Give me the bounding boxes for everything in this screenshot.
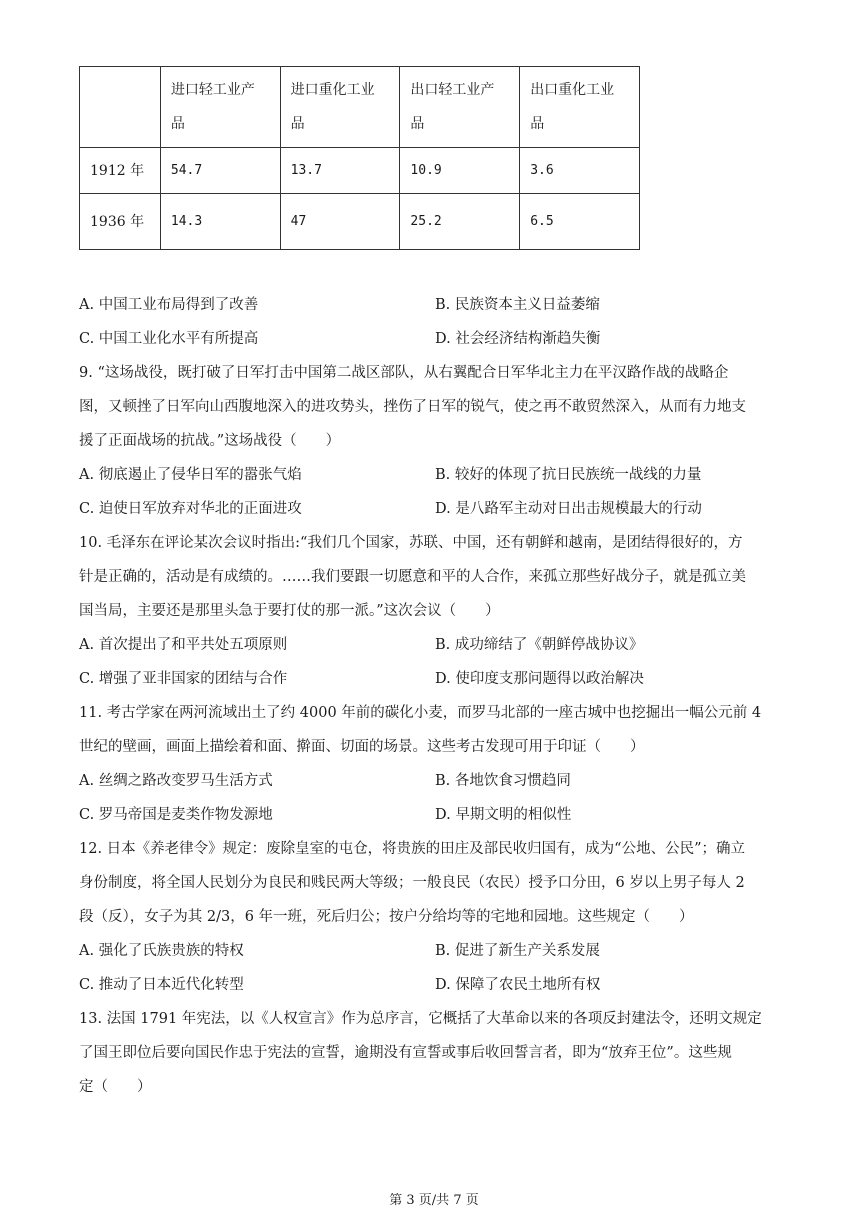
table-cell: 13.7 [280,148,400,194]
header-line: 品 [530,116,545,132]
header-line: 品 [290,116,305,132]
option-d: D. 保障了农民土地所有权 [435,977,601,993]
option-a: A. 首次提出了和平共处五项原则 [79,637,288,653]
header-line: 出口轻工业产 [410,82,495,98]
table-cell-year: 1912 年 [80,148,161,194]
options-row [79,628,791,662]
question-12 [79,832,791,934]
data-table [79,66,640,250]
table-header-cell [280,67,400,148]
table-cell: 47 [280,194,400,250]
option-c: C. 罗马帝国是麦类作物发源地 [79,807,273,823]
question-text-line: 定（ ） [79,1079,152,1095]
option-b: B. 促进了新生产关系发展 [435,943,600,959]
table-header-cell [160,67,280,148]
header-line: 出口重化工业 [530,82,615,98]
question-text-line: 11. 考古学家在两河流域出土了约 4000 年前的碳化小麦，而罗马北部的一座古城中也挖掘出一幅公元前 4 [79,705,762,721]
question-text-line: 世纪的壁画，画面上描绘着和面、擀面、切面的场景。这些考古发现可用于印证（ ） [79,739,645,755]
header-line: 进口轻工业产 [170,82,255,98]
page-footer: 第 3 页/共 7 页 [389,1193,479,1208]
option-c: C. 迫使日军放弃对华北的正面进攻 [79,501,302,517]
table-row [80,194,640,250]
options-row [79,322,791,356]
option-b: B. 较好的体现了抗日民族统一战线的力量 [435,467,702,483]
question-text-line: 13. 法国 1791 年宪法，以《人权宣言》作为总序言，它概括了大革命以来的各项反封建法令，还明文规定 [79,1011,762,1027]
header-line: 进口重化工业 [290,82,375,98]
header-line: 品 [410,116,425,132]
option-a: A. 彻底遏止了侵华日军的嚣张气焰 [79,467,302,483]
table-cell: 3.6 [520,148,640,194]
option-c: C. 推动了日本近代化转型 [79,977,244,993]
table-cell: 14.3 [160,194,280,250]
option-c: C. 中国工业化水平有所提高 [79,331,259,347]
options-row [79,968,791,1002]
question-10 [79,526,791,628]
question-text-line: 了国王即位后要向国民作忠于宪法的宣誓，逾期没有宣誓或事后收回誓言者，即为“放弃王位”。这些规 [79,1045,732,1061]
table-header-cell [520,67,640,148]
options-row [79,492,791,526]
option-d: D. 早期文明的相似性 [435,807,572,823]
question-text-line: 12. 日本《养老律令》规定：废除皇室的屯仓，将贵族的田庄及部民收归国有，成为“公地、公民”；确立 [79,841,745,857]
table-header-cell [400,67,520,148]
question-content [79,288,791,1104]
table-row [80,148,640,194]
question-text-line: 国当局，主要还是那里头急于要打仗的那一派。”这次会议（ ） [79,603,500,619]
options-row [79,798,791,832]
question-text-line: 段（反），女子为其 2/3，6 年一班，死后归公；按户分给均等的宅地和园地。这些规定（ ） [79,909,694,925]
option-a: A. 丝绸之路改变罗马生活方式 [79,773,273,789]
table-cell: 10.9 [400,148,520,194]
option-a: A. 中国工业布局得到了改善 [79,297,259,313]
table-header-cell [80,67,161,148]
question-13 [79,1002,791,1104]
options-row [79,458,791,492]
question-text-line: 9. “这场战役，既打破了日军打击中国第二战区部队，从右翼配合日军华北主力在平汉路作战的战略企 [79,365,729,381]
options-row [79,764,791,798]
option-b: B. 民族资本主义日益萎缩 [435,297,600,313]
question-9 [79,356,791,458]
option-d: D. 使印度支那问题得以政治解决 [435,671,644,687]
question-text-line: 针是正确的，活动是有成绩的。……我们要跟一切愿意和平的人合作，来孤立那些好战分子，就是孤立美 [79,569,746,585]
options-row [79,662,791,696]
option-b: B. 成功缔结了《朝鲜停战协议》 [435,637,644,653]
option-a: A. 强化了氏族贵族的特权 [79,943,244,959]
table-cell-year: 1936 年 [80,194,161,250]
option-d: D. 是八路军主动对日出击规模最大的行动 [435,501,702,517]
header-line: 品 [170,116,185,132]
question-text-line: 身份制度，将全国人民划分为良民和贱民两大等级；一般良民（农民）授予口分田，6 岁以上男子每人 2 [79,875,745,891]
table-cell: 25.2 [400,194,520,250]
table-cell: 54.7 [160,148,280,194]
question-text-line: 援了正面战场的抗战。”这场战役（ ） [79,433,341,449]
question-11 [79,696,791,764]
option-c: C. 增强了亚非国家的团结与合作 [79,671,288,687]
question-text-line: 10. 毛泽东在评论某次会议时指出:“我们几个国家，苏联、中国，还有朝鲜和越南，是团结得很好的，方 [79,535,743,551]
options-row [79,934,791,968]
option-d: D. 社会经济结构渐趋失衡 [435,331,601,347]
table-cell: 6.5 [520,194,640,250]
option-b: B. 各地饮食习惯趋同 [435,773,571,789]
table-header-row [80,67,640,148]
options-row [79,288,791,322]
question-text-line: 图，又顿挫了日军向山西腹地深入的进攻势头，挫伤了日军的锐气，使之再不敢贸然深入，从而有力地支 [79,399,746,415]
